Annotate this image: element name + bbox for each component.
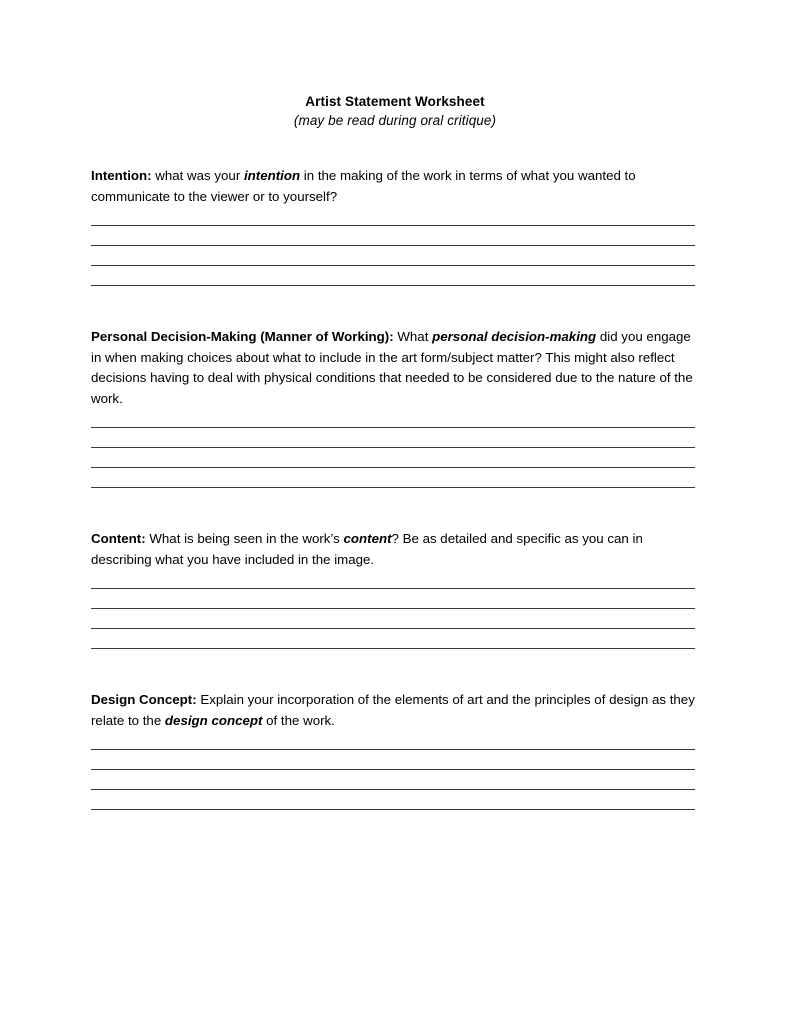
answer-line-gap xyxy=(91,226,695,245)
answer-line-gap xyxy=(91,629,695,648)
answer-line-gap xyxy=(91,468,695,487)
answer-line-gap xyxy=(91,246,695,265)
title-spacer xyxy=(0,130,790,166)
answer-line-gap xyxy=(91,750,695,769)
answer-line-gap xyxy=(91,609,695,628)
answer-line-gap xyxy=(91,589,695,608)
prompt-design-concept xyxy=(91,690,695,731)
answer-line-gap xyxy=(91,770,695,789)
section-spacer xyxy=(91,488,695,529)
answer-lines-content[interactable] xyxy=(91,588,695,649)
prompt-text-after: of the work. xyxy=(262,712,335,728)
answer-lines-intention[interactable] xyxy=(91,225,695,286)
prompt-emphasis: content xyxy=(343,531,392,546)
prompt-emphasis: design concept xyxy=(164,712,263,728)
answer-line-gap xyxy=(91,448,695,467)
prompt-intention xyxy=(91,166,695,207)
prompt-text-after: ? Be as detailed and specific as you can in describing what you have included in the image. xyxy=(91,531,643,567)
prompt-text-before: what was your xyxy=(151,168,244,183)
section-spacer xyxy=(91,286,695,327)
prompt-text-before: Explain your incorporation of the elements of art and the principles of design as they relate to the xyxy=(91,692,695,728)
prompt-spacer xyxy=(91,731,695,749)
prompt-emphasis: personal decision-making xyxy=(432,329,597,344)
section-design-concept xyxy=(91,690,695,810)
prompt-lead: Design Concept: xyxy=(91,692,197,707)
section-spacer xyxy=(91,649,695,690)
worksheet-sections xyxy=(0,166,790,810)
answer-lines-design-concept[interactable] xyxy=(91,749,695,810)
section-intention xyxy=(91,166,695,286)
answer-line-gap xyxy=(91,428,695,447)
answer-lines-personal-decision-making[interactable] xyxy=(91,427,695,488)
answer-line[interactable] xyxy=(91,809,695,810)
section-content xyxy=(91,529,695,649)
prompt-text-before: What is being seen in the work’s xyxy=(145,531,344,546)
prompt-personal-decision-making xyxy=(91,327,695,409)
prompt-spacer xyxy=(91,207,695,225)
prompt-spacer xyxy=(91,570,695,588)
section-personal-decision-making xyxy=(91,327,695,488)
answer-line-gap xyxy=(91,790,695,809)
title-block xyxy=(0,0,790,130)
prompt-text-before: What xyxy=(393,329,433,344)
prompt-lead: Personal Decision-Making (Manner of Working): xyxy=(91,329,394,344)
page-title: Artist Statement Worksheet xyxy=(305,94,485,109)
answer-line-gap xyxy=(91,266,695,285)
prompt-emphasis: intention xyxy=(243,168,301,183)
prompt-text-after: did you engage in when making choices about what to include in the art form/subject matter? This might also reflect decisions having to deal with physical conditions that needed to be considered due to the nature of the work. xyxy=(91,329,693,406)
prompt-lead: Content: xyxy=(91,531,146,546)
page-subtitle: (may be read during oral critique) xyxy=(293,113,497,128)
prompt-text-after: in the making of the work in terms of what you wanted to communicate to the viewer or to yourself? xyxy=(91,168,636,204)
prompt-lead: Intention: xyxy=(91,168,152,183)
prompt-spacer xyxy=(91,409,695,427)
prompt-content xyxy=(91,529,695,570)
